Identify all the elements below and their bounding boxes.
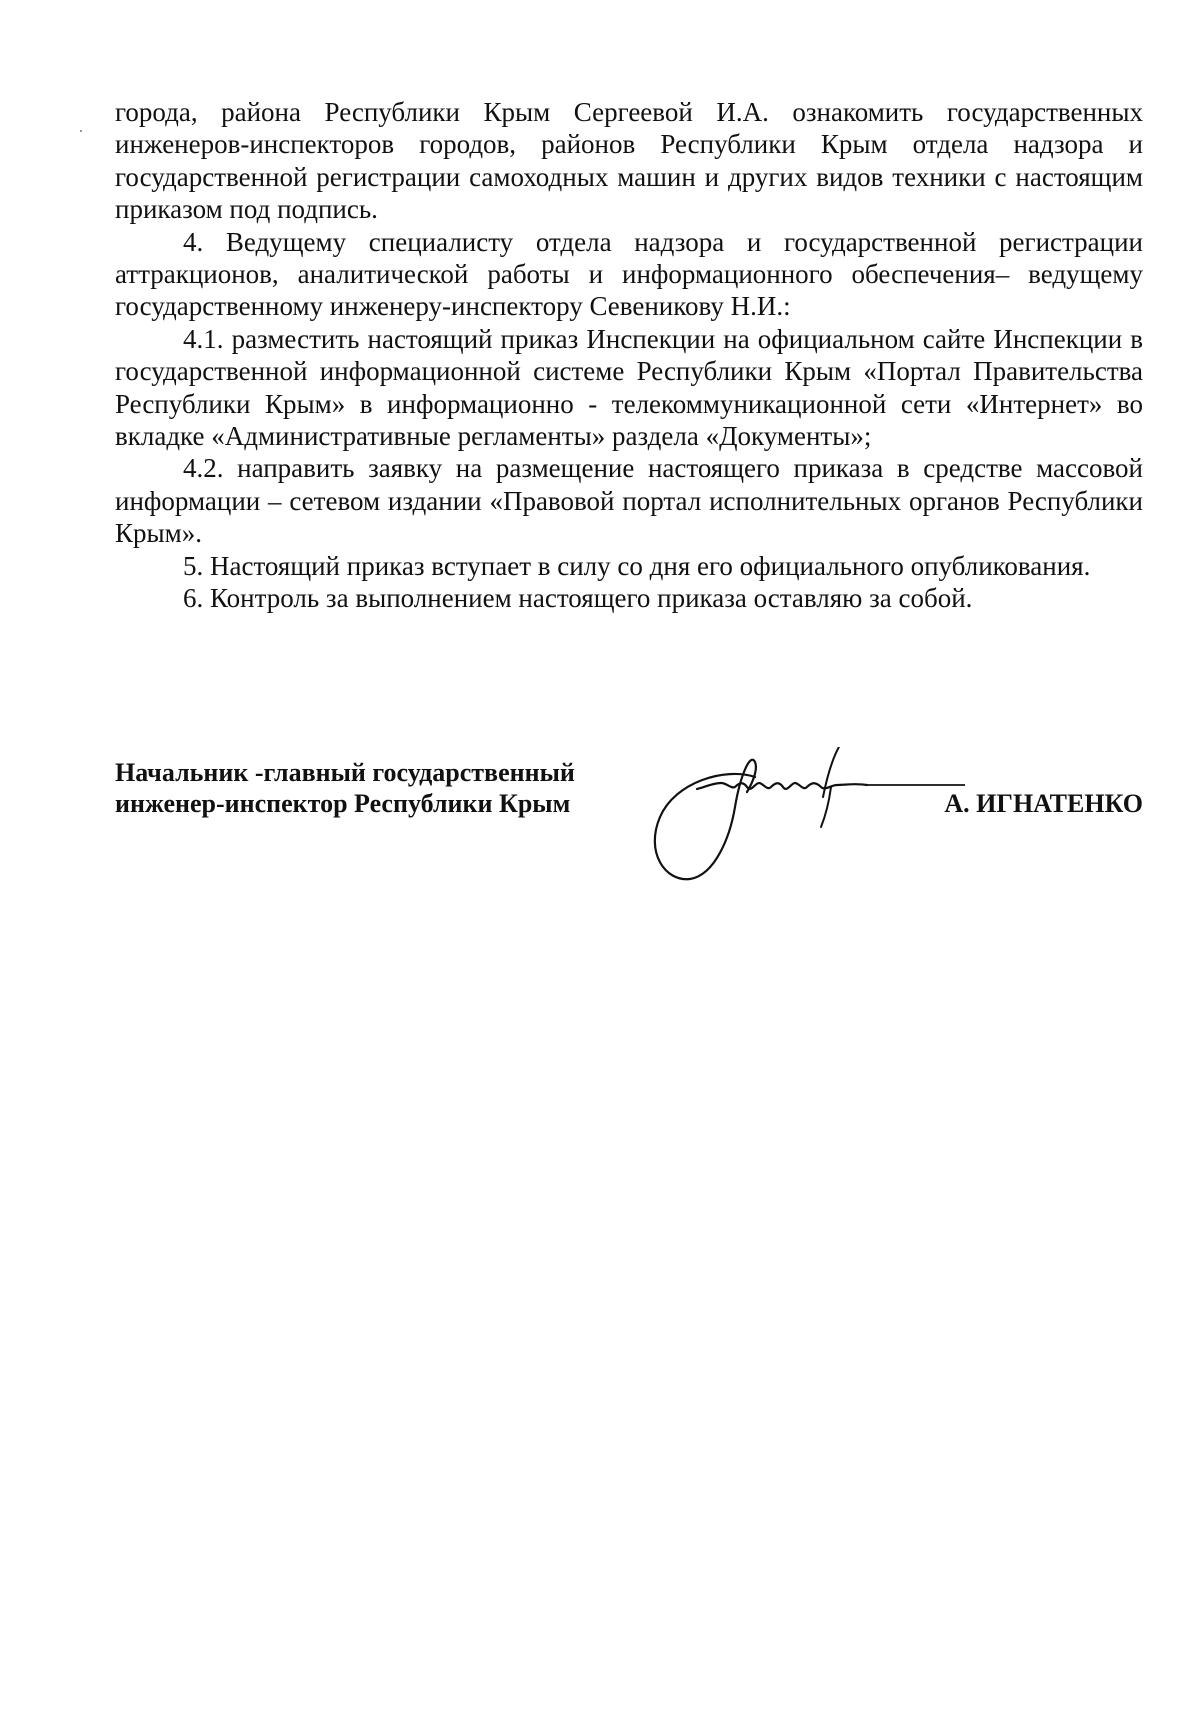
signatory-title <box>115 757 575 819</box>
document-body <box>115 96 1143 615</box>
signatory-name: А. ИГНАТЕНКО <box>944 789 1143 818</box>
paragraph-4-1: 4.1. разместить настоящий приказ Инспекции на официальном сайте Инспекции в государственной информационной системе Республики Крым «Портал Правительства Республики Крым» в информационно - телекоммуникационной сети «Интернет» во вкладке «Административные регламенты» раздела «Документы»; <box>115 323 1143 452</box>
paragraph-6: 6. Контроль за выполнением настоящего приказа оставляю за собой. <box>183 583 973 614</box>
paragraph-4: 4. Ведущему специалисту отдела надзора и государственной регистрации аттракционов, аналитической работы и информационного обеспечения– ведущему государственному инженеру-инспектору Севеникову Н.И.: <box>115 226 1143 322</box>
signatory-title-line-2: инженер-инспектор Республики Крым <box>115 789 571 818</box>
paragraph-5: 5. Настоящий приказ вступает в силу со дня его официального опубликования. <box>183 550 1091 581</box>
paragraph-3-continuation: города, района Республики Крым Сергеевой И.А. ознакомить государственных инженеров-инспекторов городов, районов Республики Крым отдела надзора и государственной регистрации самоходных машин и других видов техники с настоящим приказом под подпись. <box>115 97 1143 225</box>
scan-artifact <box>80 130 82 132</box>
signature-block <box>115 757 1143 897</box>
handwritten-signature <box>635 747 965 887</box>
signatory-title-line-1: Начальник -главный государственный <box>115 758 575 787</box>
paragraph-4-2: 4.2. направить заявку на размещение настоящего приказа в средстве массовой информации – сетевом издании «Правовой портал исполнительных органов Республики Крым». <box>115 453 1143 549</box>
